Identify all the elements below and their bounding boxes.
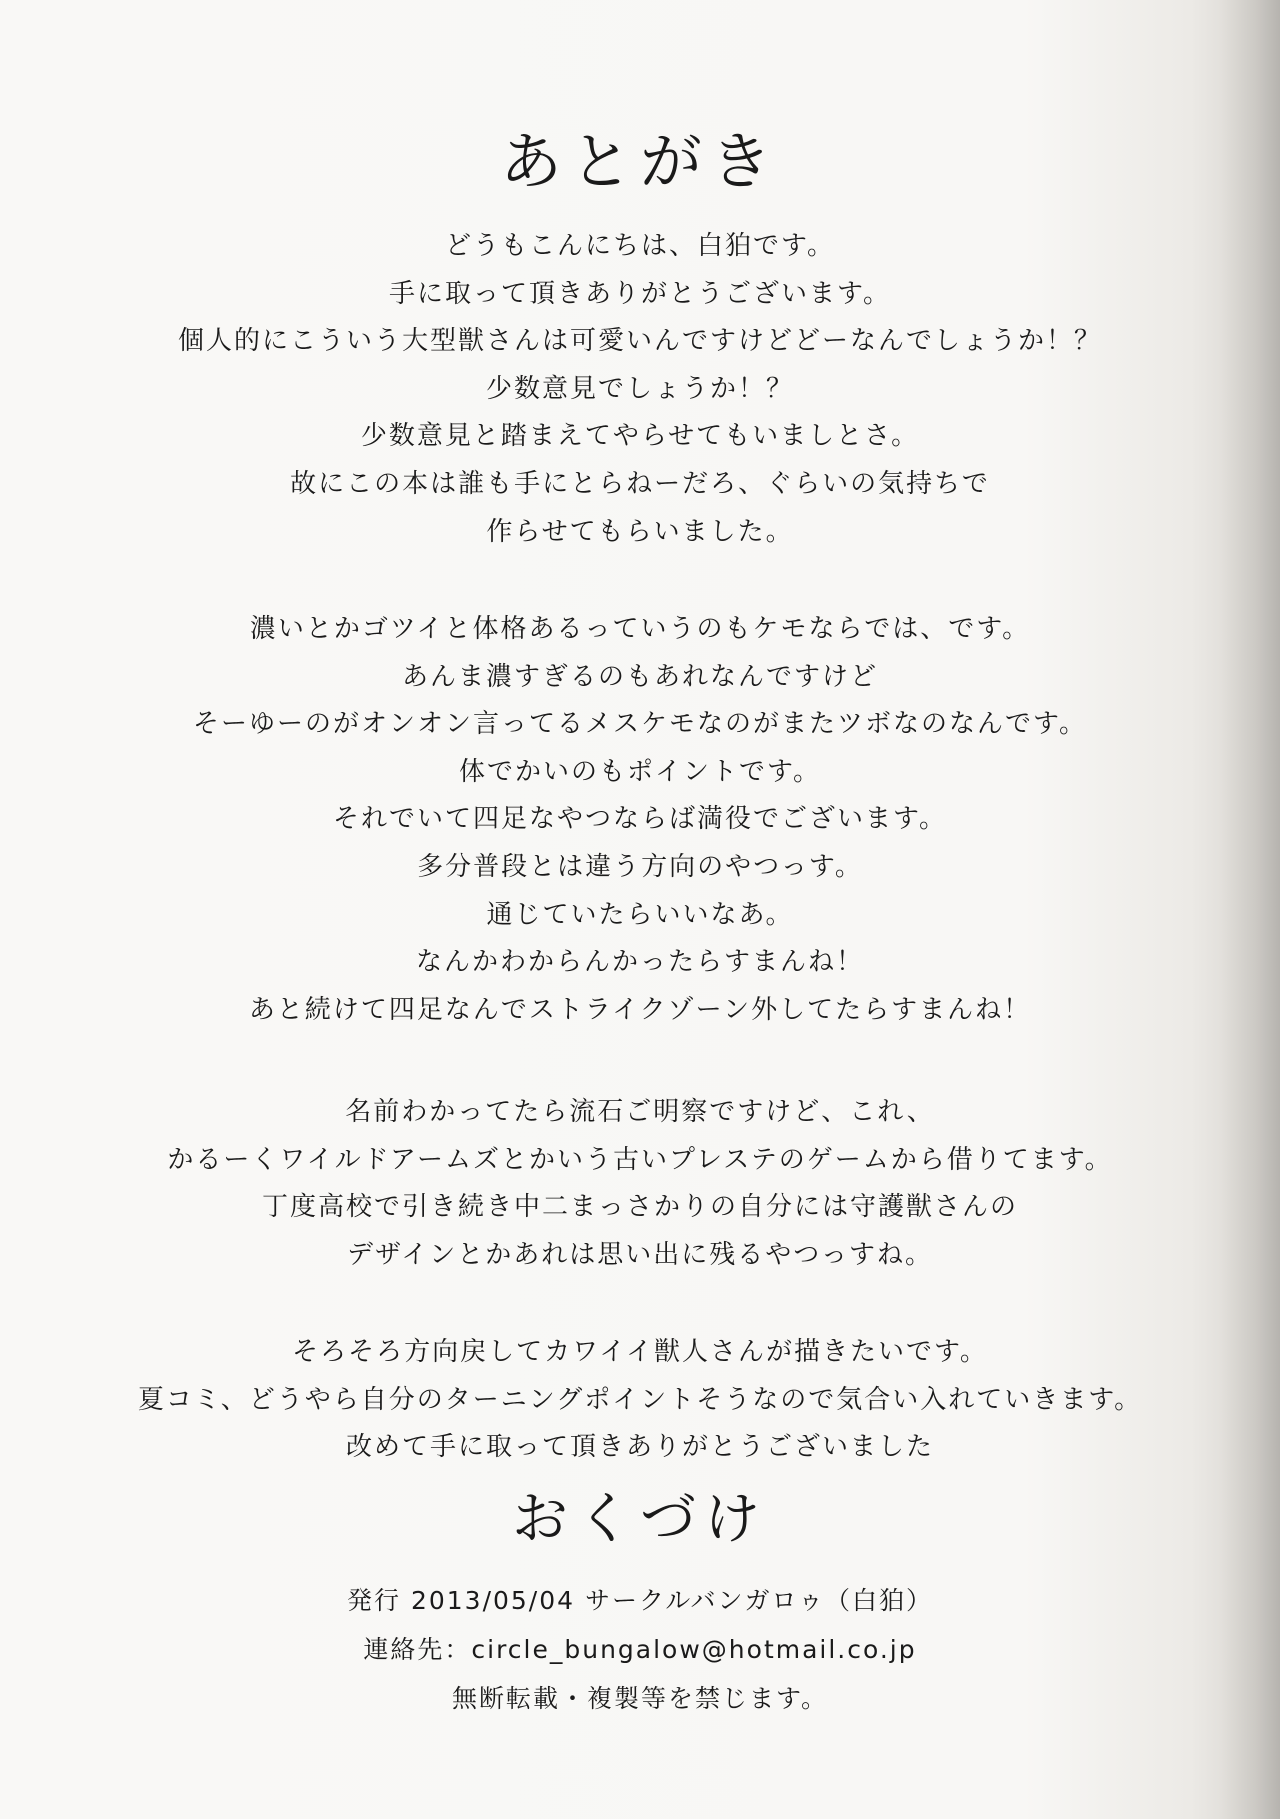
text-line: あんま濃すぎるのもあれなんですけど [401, 661, 878, 692]
afterword-paragraph-4 [0, 1329, 1280, 1472]
text-line: そーゆーのがオンオン言ってるメスケモなのがまたツボなのなんです。 [193, 709, 1087, 740]
text-line: 手に取って頂きありがとうございます。 [389, 278, 891, 309]
text-line: デザインとかあれは思い出に残るやつっすね。 [347, 1239, 933, 1270]
text-line: なんかわからんかったらすまんね！ [415, 947, 864, 978]
copyright-notice: 無断転載・複製等を禁じます。 [451, 1684, 828, 1713]
text-line: そろそろ方向戻してカワイイ獣人さんが描きたいです。 [292, 1337, 988, 1367]
text-line: それでいて四足なやつならば満役でございます。 [333, 804, 947, 835]
text-line: 丁度高校で引き続き中二まっさかりの自分には守護獣さんの [261, 1192, 1018, 1223]
text-line: 通じていたらいいなあ。 [486, 899, 794, 930]
colophon [0, 1576, 1280, 1723]
contact-info: 連絡先：circle_bungalow@hotmail.co.jp [363, 1635, 917, 1664]
text-line: 体でかいのもポイントです。 [459, 756, 821, 787]
text-line: 作らせてもらいました。 [486, 516, 794, 547]
text-line: 少数意見でしょうか！？ [485, 373, 794, 404]
text-line: かるーくワイルドアームズとかいう古いプレステのゲームから借りてます。 [167, 1144, 1113, 1175]
colophon-title: おくづけ [512, 1487, 768, 1552]
text-line: 故にこの本は誰も手にとらねーだろ、ぐらいの気持ちで [290, 468, 990, 499]
text-line: どうもこんにちは、白狛です。 [445, 231, 835, 261]
text-line: 濃いとかゴツイと体格あるっていうのもケモならでは、です。 [249, 614, 1031, 644]
afterword-paragraph-1 [0, 223, 1280, 556]
text-line: 名前わかってたら流石ご明察ですけど、これ、 [345, 1097, 935, 1127]
text-line: 個人的にこういう大型獣さんは可愛いんですけどどーなんでしょうか！？ [177, 326, 1102, 357]
afterword-paragraph-2 [0, 606, 1280, 1034]
text-line: 多分普段とは違う方向のやつっす。 [417, 851, 863, 882]
text-line: 改めて手に取って頂きありがとうございました [345, 1432, 934, 1463]
afterword-paragraph-3 [0, 1089, 1280, 1279]
afterword-title: あとがき [499, 125, 780, 198]
publication-info: 発行 2013/05/04 サークルバンガロゥ（白狛） [347, 1586, 933, 1615]
text-line: 少数意見と踏まえてやらせてもいましとさ。 [360, 421, 920, 452]
text-line: あと続けて四足なんでストライクゾーン外してたらすまんね！ [248, 994, 1032, 1025]
text-line: 夏コミ、どうやら自分のターニングポイントそうなので気合い入れていきます。 [137, 1384, 1143, 1415]
